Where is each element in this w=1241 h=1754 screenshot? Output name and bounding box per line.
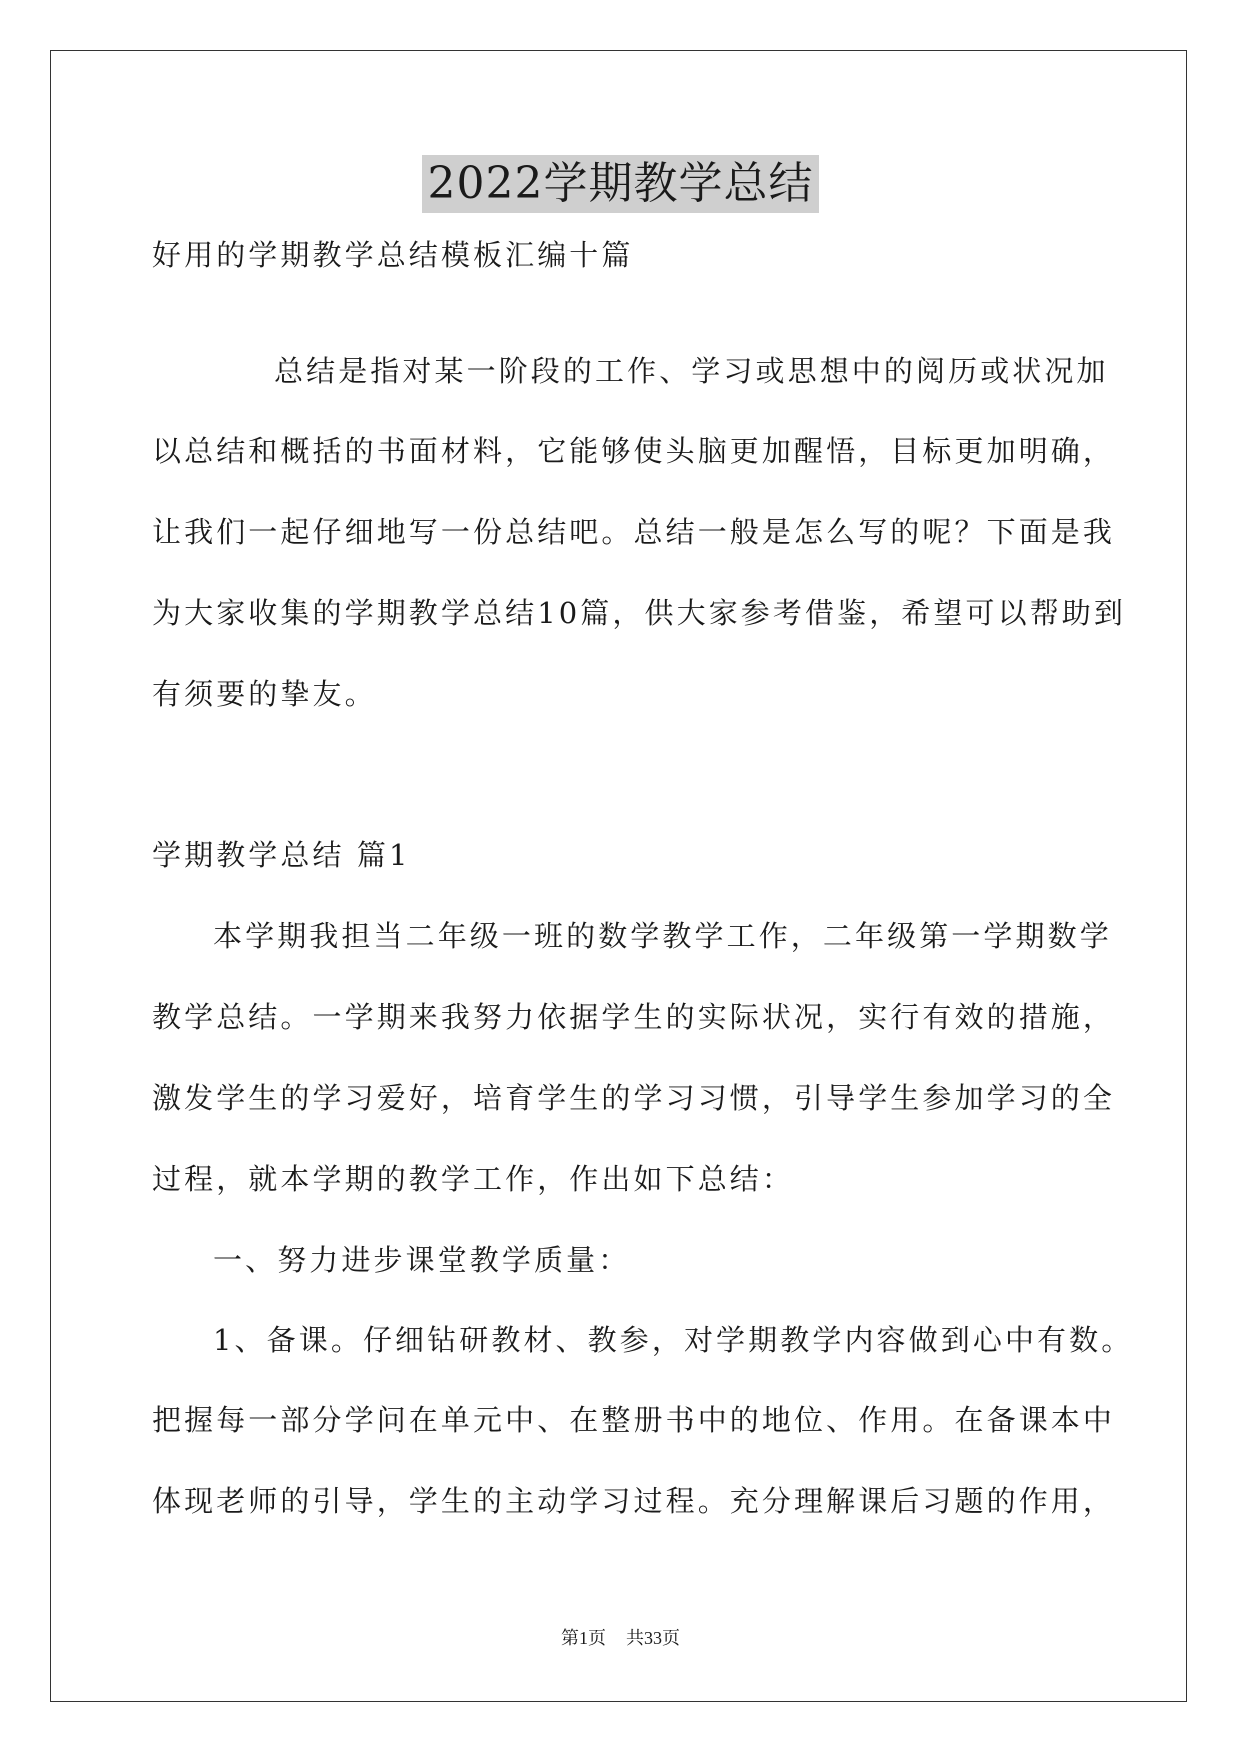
body-line-4: 过程，就本学期的教学工作，作出如下总结： [152, 1162, 795, 1196]
section-heading: 学期教学总结 篇1 [152, 838, 411, 872]
body-line-3: 激发学生的学习爱好，培育学生的学习习惯，引导学生参加学习的全 [152, 1081, 1116, 1115]
body-line-1: 本学期我担当二年级一班的数学教学工作，二年级第一学期数学 [213, 919, 1112, 953]
page-number: 第1页 [561, 1628, 606, 1648]
page-footer [0, 1626, 1241, 1650]
document-subtitle: 好用的学期教学总结模板汇编十篇 [152, 238, 634, 272]
body-line-7: 把握每一部分学问在单元中、在整册书中的地位、作用。在备课本中 [152, 1403, 1116, 1437]
body-line-8: 体现老师的引导，学生的主动学习过程。充分理解课后习题的作用， [152, 1484, 1116, 1518]
document-title: 2022学期教学总结 [422, 155, 820, 213]
page-total: 共33页 [626, 1628, 680, 1648]
intro-line-3: 让我们一起仔细地写一份总结吧。总结一般是怎么写的呢？下面是我 [152, 515, 1116, 549]
body-line-6: 1、备课。仔细钻研教材、教参，对学期教学内容做到心中有数。 [213, 1323, 1134, 1357]
page-border [50, 50, 1187, 1702]
body-line-5: 一、努力进步课堂教学质量： [213, 1243, 631, 1277]
title-container [0, 155, 1241, 213]
intro-line-5: 有须要的挚友。 [152, 677, 377, 711]
body-line-2: 教学总结。一学期来我努力依据学生的实际状况，实行有效的措施， [152, 1000, 1116, 1034]
intro-line-4: 为大家收集的学期教学总结10篇，供大家参考借鉴，希望可以帮助到 [152, 596, 1127, 630]
intro-line-1: 总结是指对某一阶段的工作、学习或思想中的阅历或状况加 [274, 354, 1109, 388]
intro-line-2: 以总结和概括的书面材料，它能够使头脑更加醒悟，目标更加明确， [152, 434, 1116, 468]
